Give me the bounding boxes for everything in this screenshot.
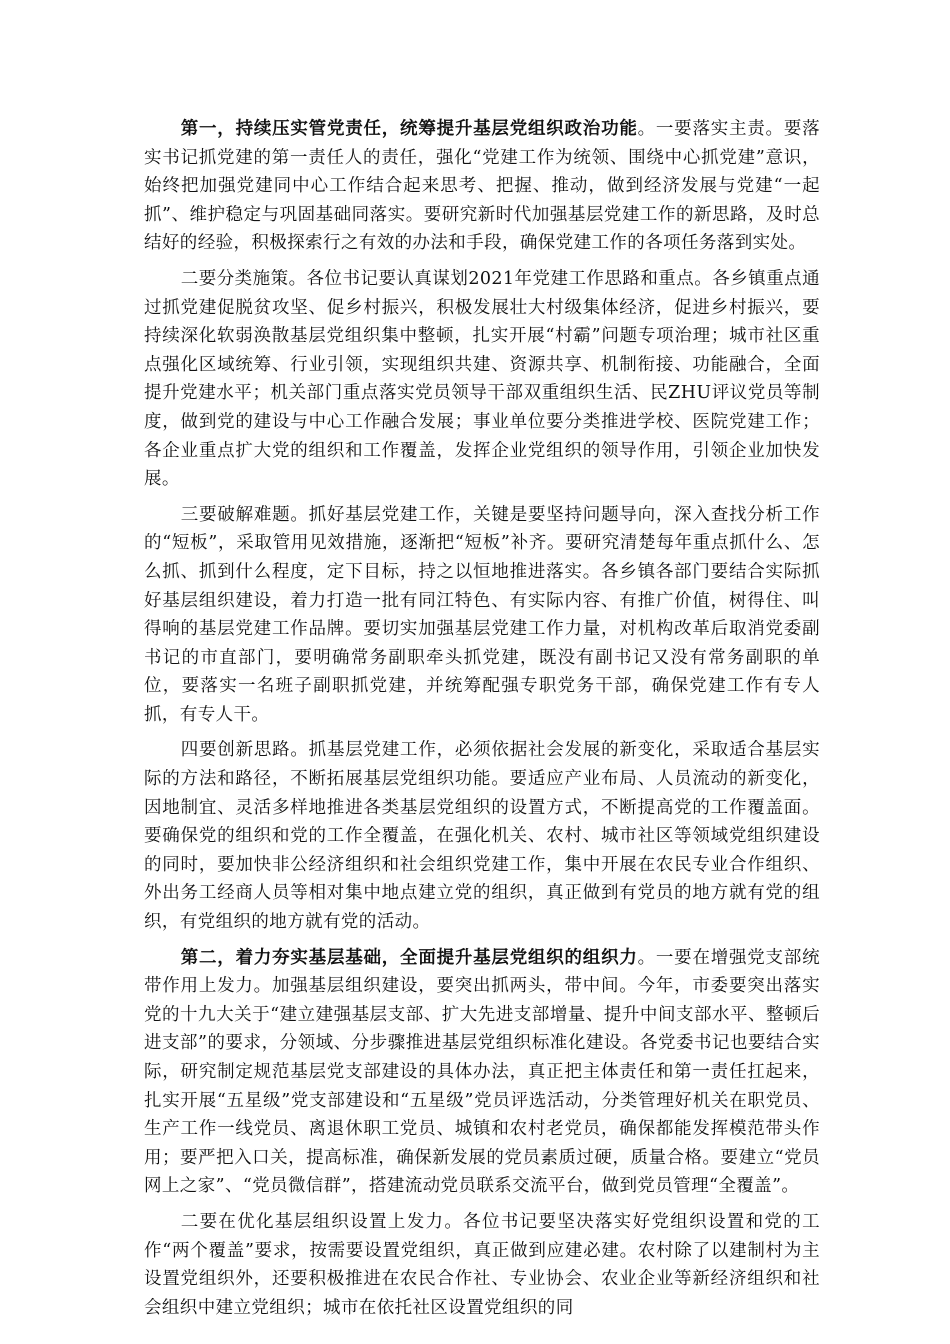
paragraph-4-text: 四要创新思路。抓基层党建工作，必须依据社会发展的新变化，采取适合基层实际的方法和路径，不断拓展基层党组织功能。要适应产业布局、人员流动的新变化，因地制宜、灵活多样地推进各类基层党组织的设置方式，不断提高党的工作覆盖面。要确保党的组织和党的工作全覆盖，在强化机关、农村、城市社区等领域党组织建设的同时，要加快非公经济组织和社会组织党建工作，集中开展在农民专业合作组织、外出务工经商人员等相对集中地点建立党的组织，真正做到有党员的地方就有党的组织，有党组织的地方就有党的活动。 [144,740,820,933]
paragraph-3-text: 三要破解难题。抓好基层党建工作，关键是要坚持问题导向，深入查找分析工作的“短板”，采取管用见效措施，逐渐把“短板”补齐。要研究清楚每年重点抓什么、怎么抓、抓到什么程度，定下目标，持之以恒地推进落实。各乡镇各部门要结合实际抓好基层组织建设，着力打造一批有同江特色、有实际内容、有推广价值，树得住、叫得响的基层党建工作品牌。要切实加强基层党建工作力量，对机构改革后取消党委副书记的市直部门，要明确常务副职牵头抓党建，既没有副书记又没有常务副职的单位，要落实一名班子副职抓党建，并统筹配强专职党务干部，确保党建工作有专人抓，有专人干。 [144,504,820,725]
paragraph-4 [144,736,820,936]
paragraph-2 [144,265,820,494]
paragraph-6-text: 二要在优化基层组织设置上发力。各位书记要坚决落实好党组织设置和党的工作“两个覆盖”要求，按需要设置党组织，真正做到应建必建。农村除了以建制村为主设置党组织外，还要积极推进在农民合作社、专业协会、农业企业等新经济组织和社会组织中建立党组织；城市在依托社区设置党组织的同 [144,1211,820,1318]
paragraph-3 [144,501,820,730]
document-body [144,115,820,1329]
paragraph-1 [144,115,820,258]
paragraph-1-lead: 第一，持续压实管党责任，统筹提升基层党组织政治功能 [180,119,638,139]
paragraph-2-text: 二要分类施策。各位书记要认真谋划2021年党建工作思路和重点。各乡镇重点通过抓党建促脱贫攻坚、促乡村振兴，积极发展壮大村级集体经济，促进乡村振兴，要持续深化软弱涣散基层党组织集中整顿，扎实开展“村霸”问题专项治理；城市社区重点强化区域统筹、行业引领，实现组织共建、资源共享、机制衔接、功能融合，全面提升党建水平；机关部门重点落实党员领导干部双重组织生活、民ZHU评议党员等制度，做到党的建设与中心工作融合发展；事业单位要分类推进学校、医院党建工作；各企业重点扩大党的组织和工作覆盖，发挥企业党组织的领导作用，引领企业加快发展。 [144,268,820,490]
paragraph-5-text: 。一要在增强党支部统带作用上发力。加强基层组织建设，要突出抓两头，带中间。今年，市委要突出落实党的十九大关于“建立建强基层支部、扩大先进支部增量、提升中间支部水平、整顿后进支部”的要求，分领域、分步骤推进基层党组织标准化建设。各党委书记也要结合实际，研究制定规范基层党支部建设的具体办法，真正把主体责任和第一责任扛起来，扎实开展“五星级”党支部建设和“五星级”党员评选活动，分类管理好机关在职党员、生产工作一线党员、离退休职工党员、城镇和农村老党员，确保都能发挥模范带头作用；要严把入口关，提高标准，确保新发展的党员素质过硬，质量合格。要建立“党员网上之家”、“党员微信群”，搭建流动党员联系交流平台，做到党员管理“全覆盖”。 [144,947,820,1197]
paragraph-6 [144,1208,820,1322]
paragraph-1-text: 。一要落实主责。要落实书记抓党建的第一责任人的责任，强化“党建工作为统领、围绕中心抓党建”意识，始终把加强党建同中心工作结合起来思考、把握、推动，做到经济发展与党建“一起抓”、维护稳定与巩固基础同落实。要研究新时代加强基层党建工作的新思路，及时总结好的经验，积极探索行之有效的办法和手段，确保党建工作的各项任务落到实处。 [144,119,820,254]
paragraph-5-lead: 第二，着力夯实基层基础，全面提升基层党组织的组织力 [180,947,638,968]
paragraph-5 [144,944,820,1201]
